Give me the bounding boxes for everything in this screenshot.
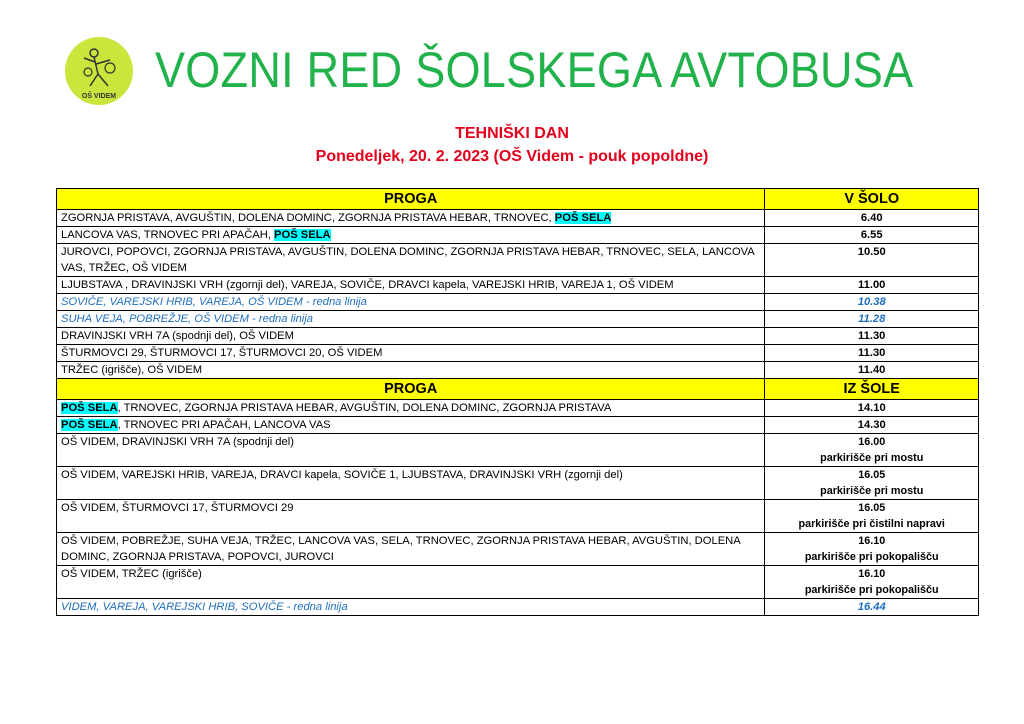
route-cell: TRŽEC (igrišče), OŠ VIDEM — [57, 362, 765, 379]
header-route: PROGA — [57, 379, 765, 400]
table-row — [57, 210, 979, 227]
time-cell: 11.40 — [765, 362, 979, 379]
event-title: TEHNIŠKI DAN — [455, 125, 569, 142]
route-cell: OŠ VIDEM, POBREŽJE, SUHA VEJA, TRŽEC, LANCOVA VAS, SELA, TRNOVEC, ZGORNJA PRISTAVA HEBAR, AVGUŠTIN, DOLENA DOMINC, ZGORNJA PRISTAVA, POPOVCI, JUROVCI — [57, 533, 765, 566]
route-cell: OŠ VIDEM, ŠTURMOVCI 17, ŠTURMOVCI 29 — [57, 500, 765, 533]
table-header-from-school — [57, 379, 979, 400]
route-cell: DRAVINJSKI VRH 7A (spodnji del), OŠ VIDEM — [57, 328, 765, 345]
highlight-pos-sela: POŠ SELA — [61, 402, 118, 414]
table-header-to-school — [57, 189, 979, 210]
route-cell: LJUBSTAVA , DRAVINJSKI VRH (zgornji del), VAREJA, SOVIČE, DRAVCI kapela, VAREJSKI HRIB, VAREJA 1, OŠ VIDEM — [57, 277, 765, 294]
route-cell: VIDEM, VAREJA, VAREJSKI HRIB, SOVIČE - redna linija — [57, 599, 765, 616]
table-row — [57, 500, 979, 533]
table-row — [57, 533, 979, 566]
time-cell: 10.38 — [765, 294, 979, 311]
table-row — [57, 467, 979, 500]
header-time-from-school: IZ ŠOLE — [765, 379, 979, 400]
table-row — [57, 244, 979, 277]
table-row — [57, 400, 979, 417]
svg-text:OŠ VIDEM: OŠ VIDEM — [81, 93, 117, 100]
time-cell: 16.05 parkirišče pri mostu — [765, 467, 979, 500]
route-cell: OŠ VIDEM, DRAVINJSKI VRH 7A (spodnji del) — [57, 434, 765, 467]
route-cell: ŠTURMOVCI 29, ŠTURMOVCI 17, ŠTURMOVCI 20, OŠ VIDEM — [57, 345, 765, 362]
pickup-spot: parkirišče pri pokopališču — [804, 584, 939, 596]
time-cell: 16.05 parkirišče pri čistilni napravi — [765, 500, 979, 533]
pickup-spot: parkirišče pri pokopališču — [804, 551, 939, 563]
time-cell: 11.28 — [765, 311, 979, 328]
route-cell: JUROVCI, POPOVCI, ZGORNJA PRISTAVA, AVGUŠTIN, DOLENA DOMINC, ZGORNJA PRISTAVA HEBAR, TRNOVEC, SELA, LANCOVA VAS, TRŽEC, OŠ VIDEM — [57, 244, 765, 277]
highlight-pos-sela: POŠ SELA — [274, 229, 331, 241]
time-cell: 6.40 — [765, 210, 979, 227]
highlight-pos-sela: POŠ SELA — [61, 419, 118, 431]
table-row-regular-line — [57, 311, 979, 328]
event-date: Ponedeljek, 20. 2. 2023 (OŠ Videm - pouk popoldne) — [315, 148, 709, 165]
route-cell: ZGORNJA PRISTAVA, AVGUŠTIN, DOLENA DOMINC, ZGORNJA PRISTAVA HEBAR, TRNOVEC, POŠ SELA — [57, 210, 765, 227]
pickup-spot: parkirišče pri čistilni napravi — [798, 518, 945, 530]
table-row — [57, 434, 979, 467]
highlight-pos-sela: POŠ SELA — [554, 212, 612, 224]
table-row — [57, 417, 979, 434]
page-title: VOZNI RED ŠOLSKEGA AVTOBUSA — [155, 42, 914, 98]
table-row — [57, 566, 979, 599]
bus-schedule-table — [56, 188, 979, 616]
time-cell: 14.30 — [765, 417, 979, 434]
table-row-regular-line — [57, 599, 979, 616]
time-cell: 16.10 parkirišče pri pokopališču — [765, 566, 979, 599]
time-cell: 16.00 parkirišče pri mostu — [765, 434, 979, 467]
route-cell: POŠ SELA, TRNOVEC, ZGORNJA PRISTAVA HEBAR, AVGUŠTIN, DOLENA DOMINC, ZGORNJA PRISTAVA — [57, 400, 765, 417]
table-row — [57, 345, 979, 362]
route-cell: SUHA VEJA, POBREŽJE, OŠ VIDEM - redna linija — [57, 311, 765, 328]
time-cell: 16.10 parkirišče pri pokopališču — [765, 533, 979, 566]
header-time-to-school: V ŠOLO — [765, 189, 979, 210]
school-logo — [64, 36, 134, 106]
route-cell: SOVIČE, VAREJSKI HRIB, VAREJA, OŠ VIDEM - redna linija — [57, 294, 765, 311]
table-row — [57, 277, 979, 294]
route-cell: OŠ VIDEM, VAREJSKI HRIB, VAREJA, DRAVCI kapela, SOVIČE 1, LJUBSTAVA, DRAVINJSKI VRH (zgornji del) — [57, 467, 765, 500]
table-row-regular-line — [57, 294, 979, 311]
time-cell: 16.44 — [765, 599, 979, 616]
time-cell: 14.10 — [765, 400, 979, 417]
header-route: PROGA — [57, 189, 765, 210]
time-cell: 6.55 — [765, 227, 979, 244]
route-cell: POŠ SELA, TRNOVEC PRI APAČAH, LANCOVA VAS — [57, 417, 765, 434]
pickup-spot: parkirišče pri mostu — [820, 485, 924, 497]
table-row — [57, 227, 979, 244]
table-row — [57, 328, 979, 345]
table-row — [57, 362, 979, 379]
route-cell: OŠ VIDEM, TRŽEC (igrišče) — [57, 566, 765, 599]
time-cell: 10.50 — [765, 244, 979, 277]
time-cell: 11.30 — [765, 328, 979, 345]
route-cell: LANCOVA VAS, TRNOVEC PRI APAČAH, POŠ SELA — [57, 227, 765, 244]
time-cell: 11.30 — [765, 345, 979, 362]
time-cell: 11.00 — [765, 277, 979, 294]
pickup-spot: parkirišče pri mostu — [820, 452, 924, 464]
